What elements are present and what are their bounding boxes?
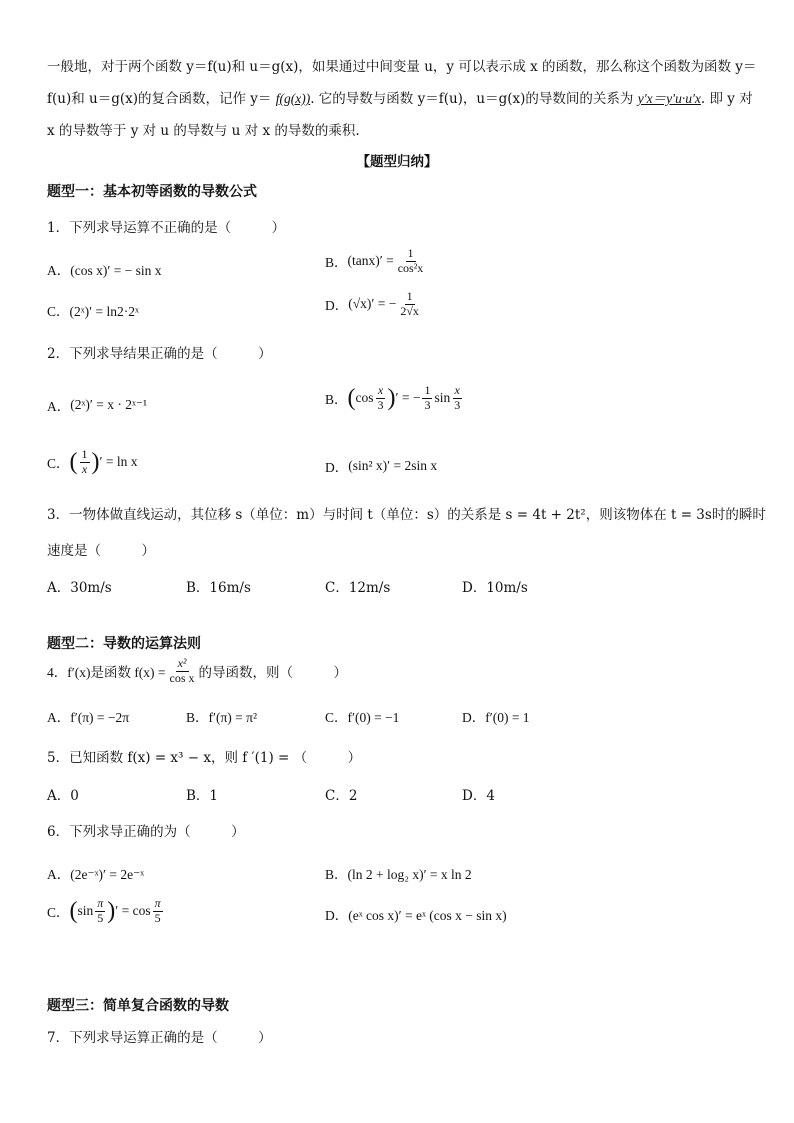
fraction-denominator: x bbox=[81, 461, 88, 476]
question-4-number: 4． bbox=[47, 665, 68, 681]
intro-line-3: x 的导数等于 y 对 u 的导数与 u 对 x 的导数的乘积. bbox=[47, 123, 360, 139]
question-1-option-b-label: B． bbox=[325, 255, 348, 271]
right-paren: ) bbox=[107, 898, 116, 925]
fraction-numerator: x bbox=[454, 383, 460, 397]
question-2-option-d-label: D． bbox=[325, 460, 349, 475]
intro-line-2-e: . 即 y 对 bbox=[700, 91, 753, 107]
fraction-pi-over-5-b bbox=[153, 897, 163, 926]
question-3-option-a: A．30m/s bbox=[47, 580, 112, 596]
fraction-denominator: 5 bbox=[97, 910, 104, 925]
question-1-option-d-fraction bbox=[398, 290, 421, 319]
question-4-stem-c: 的导函数，则（ ） bbox=[198, 665, 348, 681]
question-1-option-d-pre: (√x)′ = − bbox=[348, 296, 397, 312]
question-3-option-c: C．12m/s bbox=[325, 580, 391, 596]
question-5-option-b: B．1 bbox=[186, 788, 219, 804]
intro-line-1: 一般地，对于两个函数 y＝f(u)和 u＝g(x)，如果通过中间变量 u，y 可以表示成 x 的函数，那么称这个函数为函数 y＝ bbox=[47, 59, 757, 75]
intro-line-2 bbox=[47, 87, 753, 107]
fraction-pi-over-5 bbox=[95, 897, 105, 926]
question-2-option-b-label: B． bbox=[325, 392, 348, 408]
question-1-option-a: A．(cos x)′ = − sin x bbox=[47, 263, 162, 278]
question-2-option-c-label: C． bbox=[47, 456, 70, 472]
question-2-option-a-expr: (2ˣ)′ = x · 2ˣ⁻¹ bbox=[70, 397, 148, 412]
fraction-numerator: 1 bbox=[406, 289, 413, 303]
question-5-stem: 5．已知函数 f(x) = x³ − x，则 f ′(1) = （ ） bbox=[47, 750, 362, 766]
intro-line-2-a: f(u)和 u＝g(x)的复合函数，记作 y＝ bbox=[47, 91, 276, 107]
fraction-1-over-3 bbox=[422, 384, 432, 413]
question-6-option-c-label: C． bbox=[47, 905, 70, 921]
section-title-1: 题型一：基本初等函数的导数公式 bbox=[47, 184, 257, 200]
question-4-fraction bbox=[168, 657, 197, 686]
fraction-denominator: 3 bbox=[377, 397, 384, 412]
right-paren: ) bbox=[387, 385, 396, 412]
question-2-option-b-eq: ′ = − bbox=[395, 390, 421, 406]
question-5-option-c: C．2 bbox=[325, 788, 358, 804]
question-2-option-b bbox=[325, 384, 464, 413]
question-5-option-d: D．4 bbox=[462, 788, 495, 804]
question-2-option-d-expr: (sin² x)′ = 2sin x bbox=[348, 458, 438, 473]
question-6-option-c-mid: ′ = cos bbox=[115, 903, 151, 919]
question-6-option-c bbox=[47, 897, 165, 926]
question-2-option-a bbox=[47, 395, 147, 415]
intro-line-2-c: . 它的导数与函数 y＝f(u)，u＝g(x)的导数间的关系为 bbox=[310, 91, 638, 107]
question-1-option-b bbox=[325, 247, 427, 276]
fraction-x-over-3 bbox=[376, 384, 386, 413]
chain-rule-formula: y′x＝y′u·u′x bbox=[637, 91, 701, 106]
question-2-option-d bbox=[325, 456, 437, 476]
fraction-denominator: 5 bbox=[154, 910, 161, 925]
question-4-option-b: B．f′(π) = π² bbox=[186, 710, 257, 725]
question-1-option-d bbox=[325, 290, 423, 319]
question-7-stem: 7．下列求导运算正确的是（ ） bbox=[47, 1030, 272, 1046]
question-2-option-c bbox=[47, 448, 137, 477]
question-3-option-d: D．10m/s bbox=[462, 580, 528, 596]
fraction-numerator: x bbox=[377, 383, 384, 397]
fraction-denominator: 2√x bbox=[400, 303, 419, 318]
question-4-stem-b: f′(x)是函数 f(x) = bbox=[67, 665, 166, 681]
left-paren: ( bbox=[347, 385, 356, 412]
left-paren: ( bbox=[69, 898, 78, 925]
question-3-option-b: B．16m/s bbox=[186, 580, 251, 596]
question-4-stem bbox=[47, 657, 347, 686]
fraction-x-over-3-b bbox=[452, 384, 462, 413]
fraction-numerator: x² bbox=[177, 656, 187, 670]
question-4-option-c: C．f′(0) = −1 bbox=[325, 710, 400, 725]
question-5-option-a: A．0 bbox=[47, 788, 79, 804]
section-heading: 【题型归纳】 bbox=[356, 154, 438, 170]
fraction-numerator: π bbox=[97, 896, 104, 910]
fraction-1-over-x bbox=[80, 448, 90, 477]
fraction-denominator: 3 bbox=[454, 397, 461, 412]
question-2-stem: 2．下列求导结果正确的是（ ） bbox=[47, 346, 272, 362]
question-2-option-c-post: ′ = ln x bbox=[99, 454, 138, 470]
fraction-denominator: cos x bbox=[169, 670, 195, 685]
question-3-stem-line-2: 速度是（ ） bbox=[47, 543, 155, 559]
sin-text: sin bbox=[434, 390, 451, 406]
question-6-option-a: A．(2e⁻ˣ)′ = 2e⁻ˣ bbox=[47, 867, 145, 882]
fraction-denominator: 3 bbox=[424, 397, 431, 412]
question-1-option-c: C．(2ˣ)′ = ln2·2ˣ bbox=[47, 304, 139, 319]
question-4-option-a: A．f′(π) = −2π bbox=[47, 710, 130, 725]
question-6-option-b: B．(ln 2 + log₂ x)′ = x ln 2 bbox=[325, 867, 472, 882]
question-4-option-d: D．f′(0) = 1 bbox=[462, 710, 530, 725]
question-2-option-a-label: A． bbox=[47, 399, 71, 414]
fraction-denominator: cos²x bbox=[397, 260, 424, 275]
left-paren: ( bbox=[69, 449, 78, 476]
right-paren: ) bbox=[91, 449, 100, 476]
fraction-numerator: 1 bbox=[407, 246, 414, 260]
cos-text: cos bbox=[355, 390, 374, 406]
fraction-numerator: 1 bbox=[424, 383, 431, 397]
composite-notation: f(g(x)) bbox=[275, 91, 311, 106]
fraction-numerator: π bbox=[154, 896, 161, 910]
question-6-option-d: D．(eˣ cos x)′ = eˣ (cos x − sin x) bbox=[325, 908, 507, 923]
question-6-stem: 6．下列求导正确的为（ ） bbox=[47, 824, 245, 840]
question-3-stem-line-1: 3．一物体做直线运动，其位移 s（单位：m）与时间 t（单位：s）的关系是 s = 4t + 2t²，则该物体在 t = 3s时的瞬时 bbox=[47, 507, 766, 523]
question-1-option-b-fraction bbox=[396, 247, 426, 276]
sin-text: sin bbox=[77, 903, 94, 919]
question-1-stem: 1．下列求导运算不正确的是（ ） bbox=[47, 220, 286, 236]
section-title-2: 题型二：导数的运算法则 bbox=[47, 636, 201, 652]
question-1-option-b-pre: (tanx)′ = bbox=[347, 253, 394, 269]
question-1-option-d-label: D． bbox=[325, 298, 349, 314]
fraction-numerator: 1 bbox=[81, 447, 88, 461]
section-title-3: 题型三：简单复合函数的导数 bbox=[47, 998, 229, 1014]
